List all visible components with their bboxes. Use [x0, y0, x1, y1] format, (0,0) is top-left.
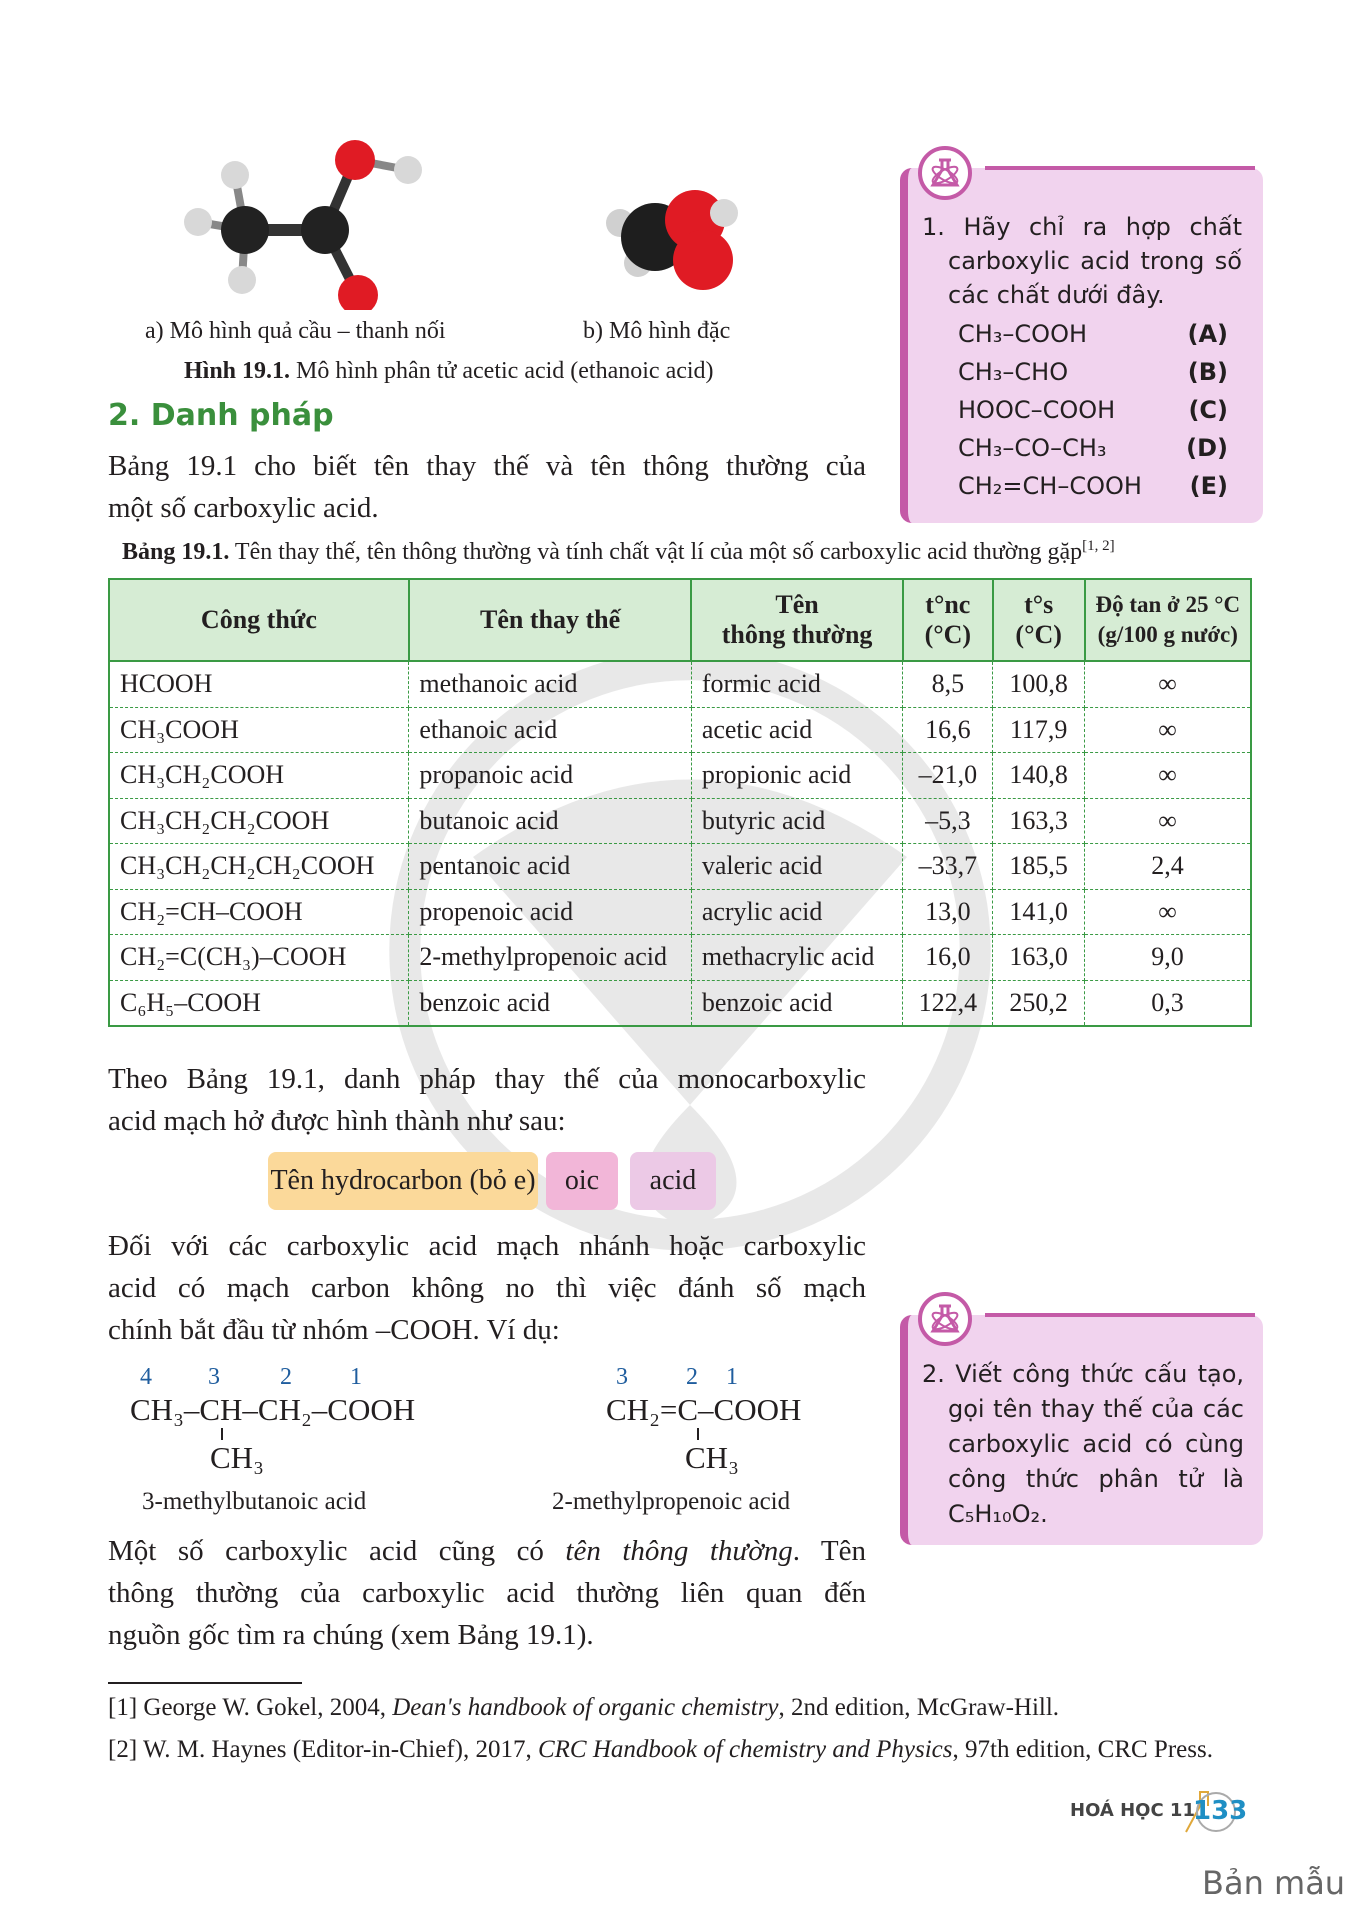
pill-acid: acid: [630, 1152, 716, 1210]
text-span: . Tên: [792, 1535, 867, 1567]
intro-line: Bảng 19.1 cho biết tên thay thế và tên thông thường của: [108, 450, 866, 482]
option-label: (C): [1188, 396, 1228, 424]
question-2-line: C₅H₁₀O₂.: [948, 1500, 1048, 1528]
option-b: [958, 353, 1228, 391]
figure-caption-b: b) Mô hình đặc: [583, 318, 731, 344]
carbon-number: 1: [726, 1364, 738, 1390]
paragraph-line: Theo Bảng 19.1, danh pháp thay thế của monocarboxylic: [108, 1063, 866, 1095]
branch-bond: [221, 1428, 223, 1440]
space-filling-model-image: [600, 175, 750, 305]
option-formula: CH₃–CO–CH₃: [958, 434, 1107, 462]
example-2-name: 2-methylpropenoic acid: [552, 1488, 791, 1515]
table-row: [109, 753, 1251, 799]
header-line: (g/100 g nước): [1097, 622, 1238, 647]
header-systematic-name: Tên thay thế: [409, 579, 691, 661]
cell-boiling-point: 185,5: [993, 844, 1085, 890]
carbon-number: 2: [686, 1364, 698, 1390]
question-box-1-rule: [985, 166, 1255, 170]
footnote-text: [2] W. M. Haynes (Editor-in-Chief), 2017,: [108, 1736, 538, 1763]
question-2-line: gọi tên thay thế của các: [948, 1395, 1244, 1423]
question-box-2-rule: [985, 1313, 1255, 1317]
example-2-formula: CH₂=C–COOH: [606, 1392, 802, 1427]
cell-boiling-point: 163,3: [993, 798, 1085, 844]
figure-title: [184, 358, 714, 385]
table-row: [109, 661, 1251, 707]
table-caption: [122, 538, 1115, 566]
cell-boiling-point: 140,8: [993, 753, 1085, 799]
table-caption-text: Tên thay thế, tên thông thường và tính chất vật lí của một số carboxylic acid thường gặp: [229, 539, 1083, 565]
paragraph-line: nguồn gốc tìm ra chúng (xem Bảng 19.1).: [108, 1619, 594, 1651]
footnote-text: [1] George W. Gokel, 2004,: [108, 1694, 393, 1721]
header-melting-point: [903, 579, 993, 661]
question-2-line: 2. Viết công thức cấu tạo,: [922, 1360, 1244, 1388]
paragraph-line: [108, 1530, 866, 1572]
question-1-text: [922, 210, 1242, 312]
nomenclature-paragraph: [108, 1058, 866, 1142]
option-formula: HOOC–COOH: [958, 396, 1116, 424]
cell-common-name: formic acid: [691, 661, 903, 707]
header-line: t°s: [1024, 590, 1054, 619]
intro-line: một số carboxylic acid.: [108, 492, 379, 524]
footnote-text: , 2nd edition, McGraw-Hill.: [778, 1694, 1060, 1721]
cell-boiling-point: 117,9: [993, 707, 1085, 753]
cell-formula: CH₃CH₂CH₂COOH: [109, 798, 409, 844]
figure-title-text: Mô hình phân tử acetic acid (ethanoic acid): [290, 358, 714, 384]
table-row: [109, 707, 1251, 753]
example-1-branch: CH₃: [210, 1440, 264, 1475]
cell-formula: CH₃CH₂COOH: [109, 753, 409, 799]
cell-common-name: propionic acid: [691, 753, 903, 799]
cell-melting-point: –21,0: [903, 753, 993, 799]
cell-solubility: ∞: [1085, 661, 1251, 707]
footnote-title: CRC Handbook of chemistry and Physics: [537, 1736, 953, 1763]
cell-common-name: acrylic acid: [691, 889, 903, 935]
branch-paragraph: [108, 1225, 866, 1351]
option-d: [958, 429, 1228, 467]
header-line: (°C): [924, 620, 972, 649]
cell-common-name: methacrylic acid: [691, 935, 903, 981]
pill-oic: oic: [546, 1152, 618, 1210]
cell-common-name: acetic acid: [691, 707, 903, 753]
header-line: t°nc: [925, 590, 971, 619]
option-e: [958, 467, 1228, 505]
table-row: [109, 980, 1251, 1026]
question-1-line: carboxylic acid trong số: [948, 247, 1242, 275]
cell-solubility: 0,3: [1085, 980, 1251, 1026]
question-2-text: [922, 1357, 1244, 1532]
carbon-number: 2: [280, 1364, 292, 1390]
cell-systematic-name: propanoic acid: [409, 753, 691, 799]
cell-systematic-name: pentanoic acid: [409, 844, 691, 890]
cell-boiling-point: 163,0: [993, 935, 1085, 981]
footnote-title: Dean's handbook of organic chemistry: [392, 1694, 779, 1721]
header-formula: Công thức: [109, 579, 409, 661]
page-number: 133: [1193, 1796, 1248, 1826]
question-1-options: [958, 315, 1228, 505]
cell-melting-point: 122,4: [903, 980, 993, 1026]
question-1-line: các chất dưới đây.: [948, 281, 1165, 309]
table-caption-ref: [1, 2]: [1082, 538, 1115, 554]
cell-common-name: valeric acid: [691, 844, 903, 890]
cell-systematic-name: butanoic acid: [409, 798, 691, 844]
cell-formula: CH₂=CH–COOH: [109, 889, 409, 935]
carbon-number: 3: [616, 1364, 628, 1390]
cell-melting-point: –5,3: [903, 798, 993, 844]
cell-formula: HCOOH: [109, 661, 409, 707]
example-2-branch: CH₃: [685, 1440, 739, 1475]
paragraph-line: thông thường của carboxylic acid thường liên quan đến: [108, 1577, 866, 1609]
sample-stamp: Bản mẫu: [1202, 1864, 1346, 1902]
cell-boiling-point: 141,0: [993, 889, 1085, 935]
table-row: [109, 844, 1251, 890]
header-line: Độ tan ở 25 °C: [1095, 592, 1241, 617]
table-row: [109, 935, 1251, 981]
italic-term: tên thông thường: [565, 1535, 793, 1567]
cell-systematic-name: ethanoic acid: [409, 707, 691, 753]
header-line: Tên: [775, 590, 819, 619]
cell-solubility: ∞: [1085, 798, 1251, 844]
cell-formula: CH₂=C(CH₃)–COOH: [109, 935, 409, 981]
example-1-name: 3-methylbutanoic acid: [142, 1488, 367, 1515]
cell-formula: CH₃CH₂CH₂CH₂COOH: [109, 844, 409, 890]
intro-paragraph: [108, 445, 866, 529]
header-line: thông thường: [721, 620, 873, 649]
figure-title-label: Hình 19.1.: [184, 358, 291, 384]
paragraph-line: acid mạch hở được hình thành như sau:: [108, 1105, 566, 1137]
flask-icon: [918, 146, 972, 200]
option-label: (E): [1189, 472, 1228, 500]
option-formula: CH₂=CH–COOH: [958, 472, 1142, 500]
table-row: [109, 798, 1251, 844]
cell-melting-point: 8,5: [903, 661, 993, 707]
figure-caption-a: a) Mô hình quả cầu – thanh nối: [145, 318, 446, 344]
cell-solubility: ∞: [1085, 889, 1251, 935]
question-1-line: 1. Hãy chỉ ra hợp chất: [922, 213, 1242, 241]
cell-formula: CH₃COOH: [109, 707, 409, 753]
carboxylic-acid-table: [108, 578, 1252, 1027]
carbon-number: 1: [350, 1364, 362, 1390]
paragraph-line: chính bắt đầu từ nhóm –COOH. Ví dụ:: [108, 1314, 560, 1346]
header-boiling-point: [993, 579, 1085, 661]
cell-solubility: 9,0: [1085, 935, 1251, 981]
table-header-row: [109, 579, 1251, 661]
footnote-2: [108, 1736, 1213, 1764]
branch-bond: [697, 1428, 699, 1440]
cell-boiling-point: 100,8: [993, 661, 1085, 707]
cell-systematic-name: 2-methylpropenoic acid: [409, 935, 691, 981]
carbon-number: 3: [208, 1364, 220, 1390]
option-a: [958, 315, 1228, 353]
flask-icon: [918, 1292, 972, 1346]
table-caption-label: Bảng 19.1.: [122, 539, 230, 565]
paragraph-line: acid có mạch carbon không no thì việc đánh số mạch: [108, 1272, 866, 1304]
cell-solubility: ∞: [1085, 707, 1251, 753]
header-common-name: [691, 579, 903, 661]
footnote-text: , 97th edition, CRC Press.: [952, 1736, 1213, 1763]
header-solubility: [1085, 579, 1251, 661]
cell-systematic-name: methanoic acid: [409, 661, 691, 707]
question-2-line: carboxylic acid có cùng: [948, 1430, 1244, 1458]
ball-and-stick-model-image: [180, 130, 440, 310]
option-label: (B): [1187, 358, 1228, 386]
text-span: Một số carboxylic acid cũng có: [108, 1535, 566, 1567]
cell-solubility: ∞: [1085, 753, 1251, 799]
cell-solubility: 2,4: [1085, 844, 1251, 890]
option-label: (D): [1186, 434, 1228, 462]
section-heading: 2. Danh pháp: [108, 398, 334, 433]
example-1-formula: CH₃–CH–CH₂–COOH: [130, 1392, 416, 1427]
option-formula: CH₃–CHO: [958, 358, 1069, 386]
option-formula: CH₃–COOH: [958, 320, 1088, 348]
question-2-line: công thức phân tử là: [948, 1465, 1244, 1493]
cell-melting-point: –33,7: [903, 844, 993, 890]
paragraph-line: Đối với các carboxylic acid mạch nhánh hoặc carboxylic: [108, 1230, 866, 1262]
cell-systematic-name: benzoic acid: [409, 980, 691, 1026]
pill-hydrocarbon-name: Tên hydrocarbon (bỏ e): [268, 1152, 538, 1210]
option-label: (A): [1187, 320, 1228, 348]
cell-melting-point: 16,6: [903, 707, 993, 753]
common-name-paragraph: [108, 1530, 866, 1656]
cell-common-name: benzoic acid: [691, 980, 903, 1026]
cell-common-name: butyric acid: [691, 798, 903, 844]
cell-melting-point: 13,0: [903, 889, 993, 935]
cell-formula: C₆H₅–COOH: [109, 980, 409, 1026]
cell-systematic-name: propenoic acid: [409, 889, 691, 935]
header-line: (°C): [1015, 620, 1062, 649]
cell-melting-point: 16,0: [903, 935, 993, 981]
cell-boiling-point: 250,2: [993, 980, 1085, 1026]
option-c: [958, 391, 1228, 429]
footnote-rule: [108, 1682, 302, 1684]
book-title: HOÁ HỌC 11: [1070, 1800, 1195, 1821]
footnote-1: [108, 1694, 1059, 1722]
carbon-number: 4: [140, 1364, 152, 1390]
table-row: [109, 889, 1251, 935]
